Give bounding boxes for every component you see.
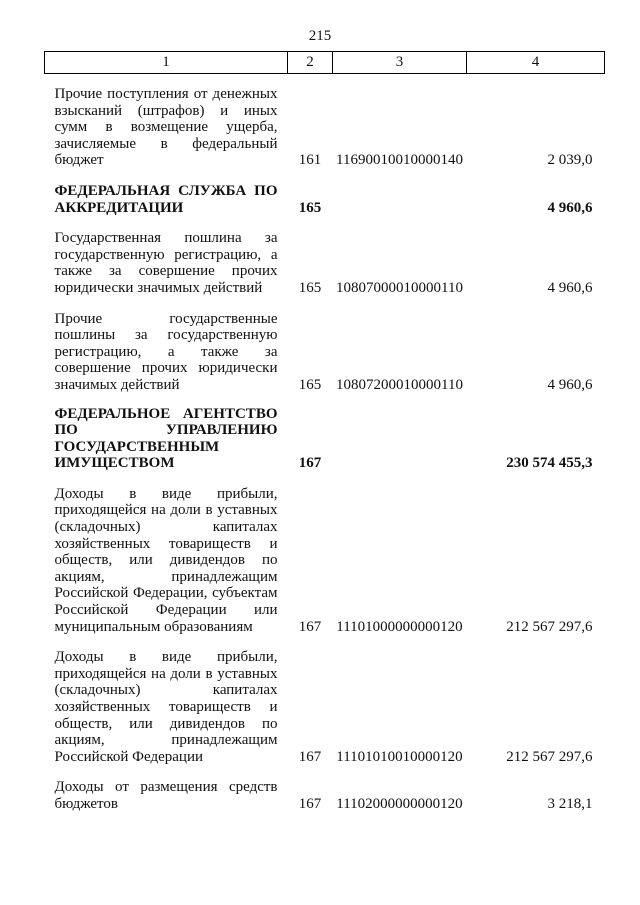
row-admin-code: 165 <box>298 376 322 393</box>
row-kbk-code <box>333 394 467 472</box>
header-col-2: 2 <box>288 52 333 74</box>
row-name: Доходы в виде прибыли, приходящейся на доли в уставных (складочных) капиталах хозяйственных товариществ и обществ, или дивидендов по акциям, принадлежащим Российской Федерации <box>54 649 278 765</box>
row-kbk-code: 11101000000000120 <box>336 618 463 635</box>
row-amount: 4 960,6 <box>547 199 593 216</box>
row-admin-code: 165 <box>298 279 322 296</box>
row-kbk-code: 11102000000000120 <box>336 795 463 812</box>
row-amount: 230 574 455,3 <box>506 455 593 472</box>
header-col-1: 1 <box>45 52 288 74</box>
row-amount: 212 567 297,6 <box>506 748 593 765</box>
row-admin-code: 167 <box>298 618 322 635</box>
header-row <box>45 52 605 74</box>
row-kbk-code: 10807000010000110 <box>336 279 463 296</box>
row-amount: 4 960,6 <box>547 279 593 296</box>
row-name: Государственная пошлина за государственную регистрацию, а также за совершение прочих юридически значимых действий <box>54 230 278 296</box>
table-row <box>45 765 605 812</box>
page-number: 215 <box>308 28 332 44</box>
row-admin-code: 167 <box>298 748 322 765</box>
row-amount: 212 567 297,6 <box>506 618 593 635</box>
header-col-4: 4 <box>467 52 605 74</box>
table-row <box>45 394 605 472</box>
table-row <box>45 297 605 394</box>
row-kbk-code: 10807200010000110 <box>336 376 463 393</box>
table-row <box>45 169 605 216</box>
row-amount: 4 960,6 <box>547 376 593 393</box>
row-name: Доходы от размещения средств бюджетов <box>54 779 278 812</box>
table-row <box>45 472 605 635</box>
row-kbk-code: 11101010010000120 <box>336 748 463 765</box>
revenue-table <box>44 51 605 813</box>
row-admin-code: 165 <box>298 199 322 216</box>
table-row <box>45 74 605 169</box>
row-admin-code: 167 <box>298 795 322 812</box>
table-row <box>45 216 605 296</box>
row-name: Прочие поступления от денежных взысканий (штрафов) и иных сумм в возмещение ущерба, зачисляемые в федеральный бюджет <box>54 86 278 169</box>
row-admin-code: 167 <box>298 455 322 472</box>
row-name: ФЕДЕРАЛЬНАЯ СЛУЖБА ПО АККРЕДИТАЦИИ <box>54 182 278 216</box>
row-name: Доходы в виде прибыли, приходящейся на доли в уставных (складочных) капиталах хозяйственных товариществ и обществ, или дивидендов по акциям, принадлежащим Российской Федерации, субъектам Российской Федерации или муниципальным образованиям <box>54 485 278 635</box>
row-name: Прочие государственные пошлины за государственную регистрацию, а также за совершение прочих юридически значимых действий <box>54 310 278 393</box>
row-amount: 2 039,0 <box>547 152 593 169</box>
row-kbk-code <box>333 169 467 216</box>
row-admin-code: 161 <box>298 152 322 169</box>
table-row <box>45 635 605 765</box>
row-kbk-code: 11690010010000140 <box>336 152 463 169</box>
header-col-3: 3 <box>333 52 467 74</box>
row-name: ФЕДЕРАЛЬНОЕ АГЕНТСТВО ПО УПРАВЛЕНИЮ ГОСУДАРСТВЕННЫМ ИМУЩЕСТВОМ <box>54 405 278 472</box>
row-amount: 3 218,1 <box>547 795 593 812</box>
